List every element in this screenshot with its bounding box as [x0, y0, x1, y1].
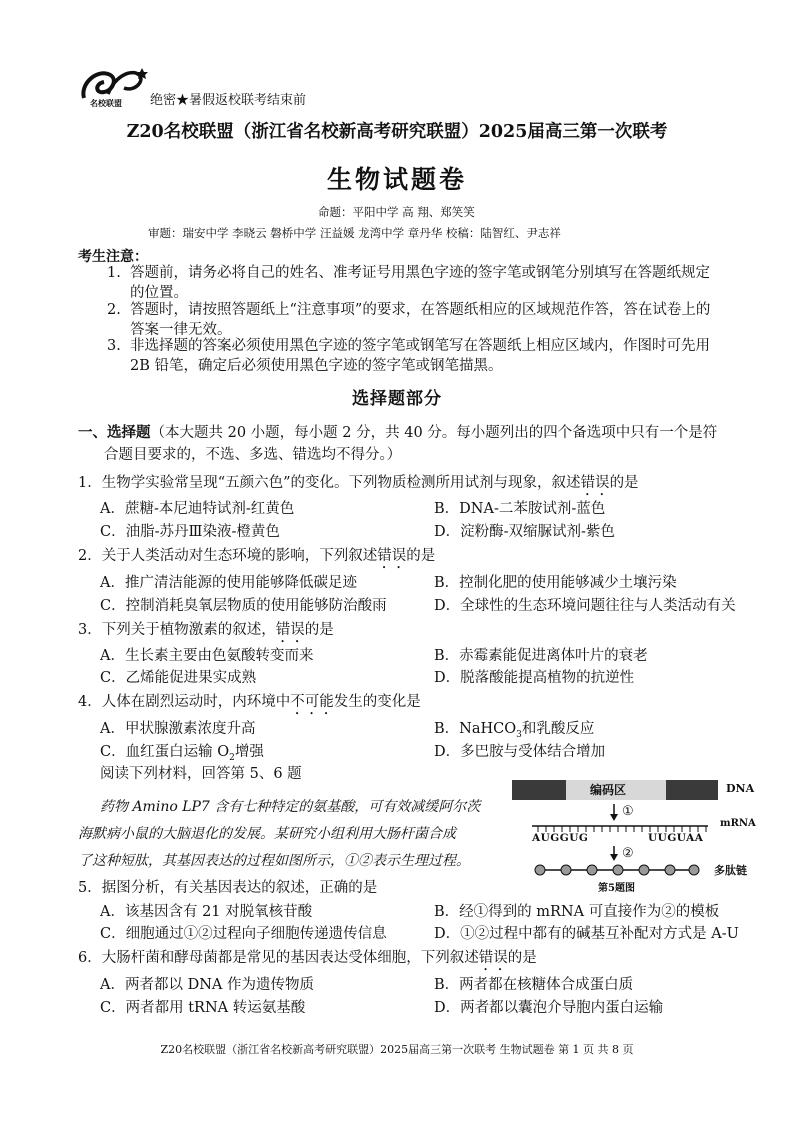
note-2-text-cont: 答案一律无效。: [130, 322, 232, 338]
question-4-stem: [78, 692, 421, 718]
question-stem-text: 6．大肠杆菌和酵母菌都是常见的基因表达受体细胞，下列叙述: [78, 950, 479, 966]
reading-line-3: 了这种短肽，其基因表达的过程如图所示，①②表示生理过程。: [78, 853, 470, 869]
question-6-stem: [78, 948, 537, 974]
note-3-text: 非选择题的答案必须使用黑色字迹的签字笔或钢笔写在答题纸上相应区域内，作图时可先用: [130, 338, 710, 354]
section-intro-label: 一、选择题: [78, 424, 151, 441]
question-2-option-b: B．控制化肥的使用能够减少土壤污染: [434, 575, 677, 591]
question-stem-end: 发生的变化是: [333, 694, 421, 710]
option-text-end: 和乳酸反应: [521, 721, 595, 737]
question-4-option-a: A．甲状腺激素浓度升高: [100, 721, 256, 737]
question-1-option-b: B．DNA-二苯胺试剂-蓝色: [434, 501, 606, 517]
option-subscript: 3: [516, 729, 522, 740]
notes-heading: 考生注意：: [78, 249, 148, 265]
note-3-text-cont: 2B 铅笔，确定后必须使用黑色字迹的签字笔或钢笔描黑。: [130, 358, 503, 374]
question-stem-emphasis: 错误: [478, 950, 508, 966]
question-stem-end: 的是: [507, 950, 537, 966]
question-stem-text: 3．下列关于植物激素的叙述，: [78, 622, 276, 638]
question-5-option-a: A．该基因含有 21 对脱氧核苷酸: [100, 904, 313, 920]
question-stem-end: 的是: [406, 548, 436, 564]
option-text-end: 增强: [234, 744, 264, 760]
section-heading: 选择题部分: [352, 389, 442, 409]
polypeptide-label: 多肽链: [714, 864, 747, 877]
question-3-option-d: D．脱落酸能提高植物的抗逆性: [434, 670, 635, 686]
question-1-option-a: A．蔗糖-本尼迪特试剂-红黄色: [100, 501, 295, 517]
figure-caption: 第5题图: [598, 883, 635, 894]
alliance-logo: [78, 64, 152, 108]
reading-line-2: 海默病小鼠的大脑退化的发展。某研究小组利用大肠杆菌合成: [78, 826, 456, 842]
question-3-option-b: B．赤霉素能促进离体叶片的衰老: [434, 648, 648, 664]
question-6-option-c: C．两者都用 tRNA 转运氨基酸: [100, 1000, 306, 1016]
exam-title: Z20名校联盟（浙江省名校新高考研究联盟）2025届高三第一次联考: [126, 122, 668, 142]
question-1-stem: [78, 473, 639, 499]
question-3-stem: [78, 620, 334, 646]
question-5-option-b: B．经①得到的 mRNA 可直接作为②的模板: [434, 904, 720, 920]
section-intro: [78, 423, 717, 443]
question-2-option-d: D．全球性的生态环境问题往往与人类活动有关: [434, 598, 736, 614]
mrna-label: mRNA: [720, 818, 756, 829]
question-3-option-a: A．生长素主要由色氨酸转变而来: [100, 648, 314, 664]
gene-expression-figure: [510, 776, 780, 894]
question-1-option-c: C．油脂-苏丹Ⅲ染液-橙黄色: [100, 524, 280, 540]
logo-text: 名校联盟: [90, 98, 122, 108]
section-intro-cont: 合题目要求的，不选、多选、错选均不得分。）: [104, 447, 402, 463]
confidential-notice: 绝密★暑假返校联考结束前: [150, 93, 307, 108]
reading-lead: 阅读下列材料，回答第 5、6 题: [100, 766, 302, 782]
process-1-label: ①: [622, 804, 634, 819]
question-3-option-c: C．乙烯能促进果实成熟: [100, 670, 257, 686]
arrow-1-head: [610, 814, 618, 821]
question-stem-end: 的是: [609, 475, 639, 491]
question-stem-text: 4．人体在剧烈运动时，内环境中: [78, 694, 291, 710]
option-text: C．血红蛋白运输 O: [100, 744, 230, 760]
option-text: B．NaHCO: [434, 721, 517, 737]
note-3-number: 3.: [107, 338, 121, 354]
question-2-option-a: A．推广清洁能源的使用能够降低碳足迹: [100, 575, 357, 591]
question-6-option-a: A．两者都以 DNA 作为遗传物质: [100, 977, 314, 993]
note-2-number: 2.: [107, 302, 121, 318]
question-stem-text: 1．生物学实验常呈现“五颜六色”的变化。下列物质检测所用试剂与现象，叙述: [78, 475, 581, 491]
question-4-option-d: D．多巴胺与受体结合增加: [434, 744, 606, 760]
authors-line: 命题：平阳中学 高 翔、郑笑笑: [318, 205, 475, 219]
note-2-text: 答题时，请按照答题纸上“注意事项”的要求，在答题纸相应的区域规范作答，答在试卷上的: [130, 302, 711, 318]
page-footer: Z20名校联盟（浙江省名校新高考研究联盟）2025届高三第一次联考 生物试题卷 第 1 页 共 8 页: [160, 1043, 634, 1056]
reading-line-1: 药物 Amino LP7 含有七种特定的氨基酸，可有效减缓阿尔茨: [100, 799, 481, 815]
note-1-number: 1.: [107, 265, 121, 281]
reviewers-line: 审题：瑞安中学 李晓云 磐桥中学 汪益媛 龙湾中学 章丹华 校稿：陆智红、尹志祥: [148, 226, 561, 240]
question-stem-emphasis: 错误: [377, 548, 407, 564]
question-2-stem: [78, 546, 435, 572]
question-6-option-b: B．两者都在核糖体合成蛋白质: [434, 977, 634, 993]
option-subscript: 2: [229, 752, 235, 763]
question-1-option-d: D．淀粉酶-双缩脲试剂-紫色: [434, 524, 615, 540]
question-5-stem: 5．据图分析，有关基因表达的叙述，正确的是: [78, 880, 378, 896]
question-stem-end: 的是: [304, 622, 334, 638]
question-stem-text: 2．关于人类活动对生态环境的影响，下列叙述: [78, 548, 378, 564]
question-stem-emphasis: 不可能: [290, 694, 334, 710]
question-stem-emphasis: 错误: [275, 622, 305, 638]
subject-title: 生物试题卷: [326, 165, 467, 194]
question-5-option-c: C．细胞通过①②过程向子细胞传递遗传信息: [100, 926, 387, 942]
note-1-text: 答题前，请务必将自己的姓名、准考证号用黑色字迹的签字笔或钢笔分别填写在答题纸规定: [130, 265, 710, 281]
mrna-end-sequence: UUGUAA: [648, 832, 704, 844]
dna-label: DNA: [726, 782, 755, 795]
question-2-option-c: C．控制消耗臭氧层物质的使用能够防治酸雨: [100, 598, 387, 614]
section-intro-text: （本大题共 20 小题，每小题 2 分，共 40 分。每小题列出的四个备选项中只有一个是符: [150, 425, 718, 441]
question-6-option-d: D．两者都以囊泡介导胞内蛋白运输: [434, 1000, 664, 1016]
mrna-start-sequence: AUGGUG: [532, 832, 589, 844]
question-stem-emphasis: 错误: [580, 475, 610, 491]
arrow-2-head: [610, 854, 618, 861]
question-5-option-d: D．①②过程中都有的碱基互补配对方式是 A-U: [434, 926, 739, 942]
note-1-text-cont: 的位置。: [130, 285, 188, 301]
process-2-label: ②: [622, 846, 634, 861]
question-4-option-b: [434, 719, 594, 745]
coding-region-label: 编码区: [590, 783, 627, 797]
